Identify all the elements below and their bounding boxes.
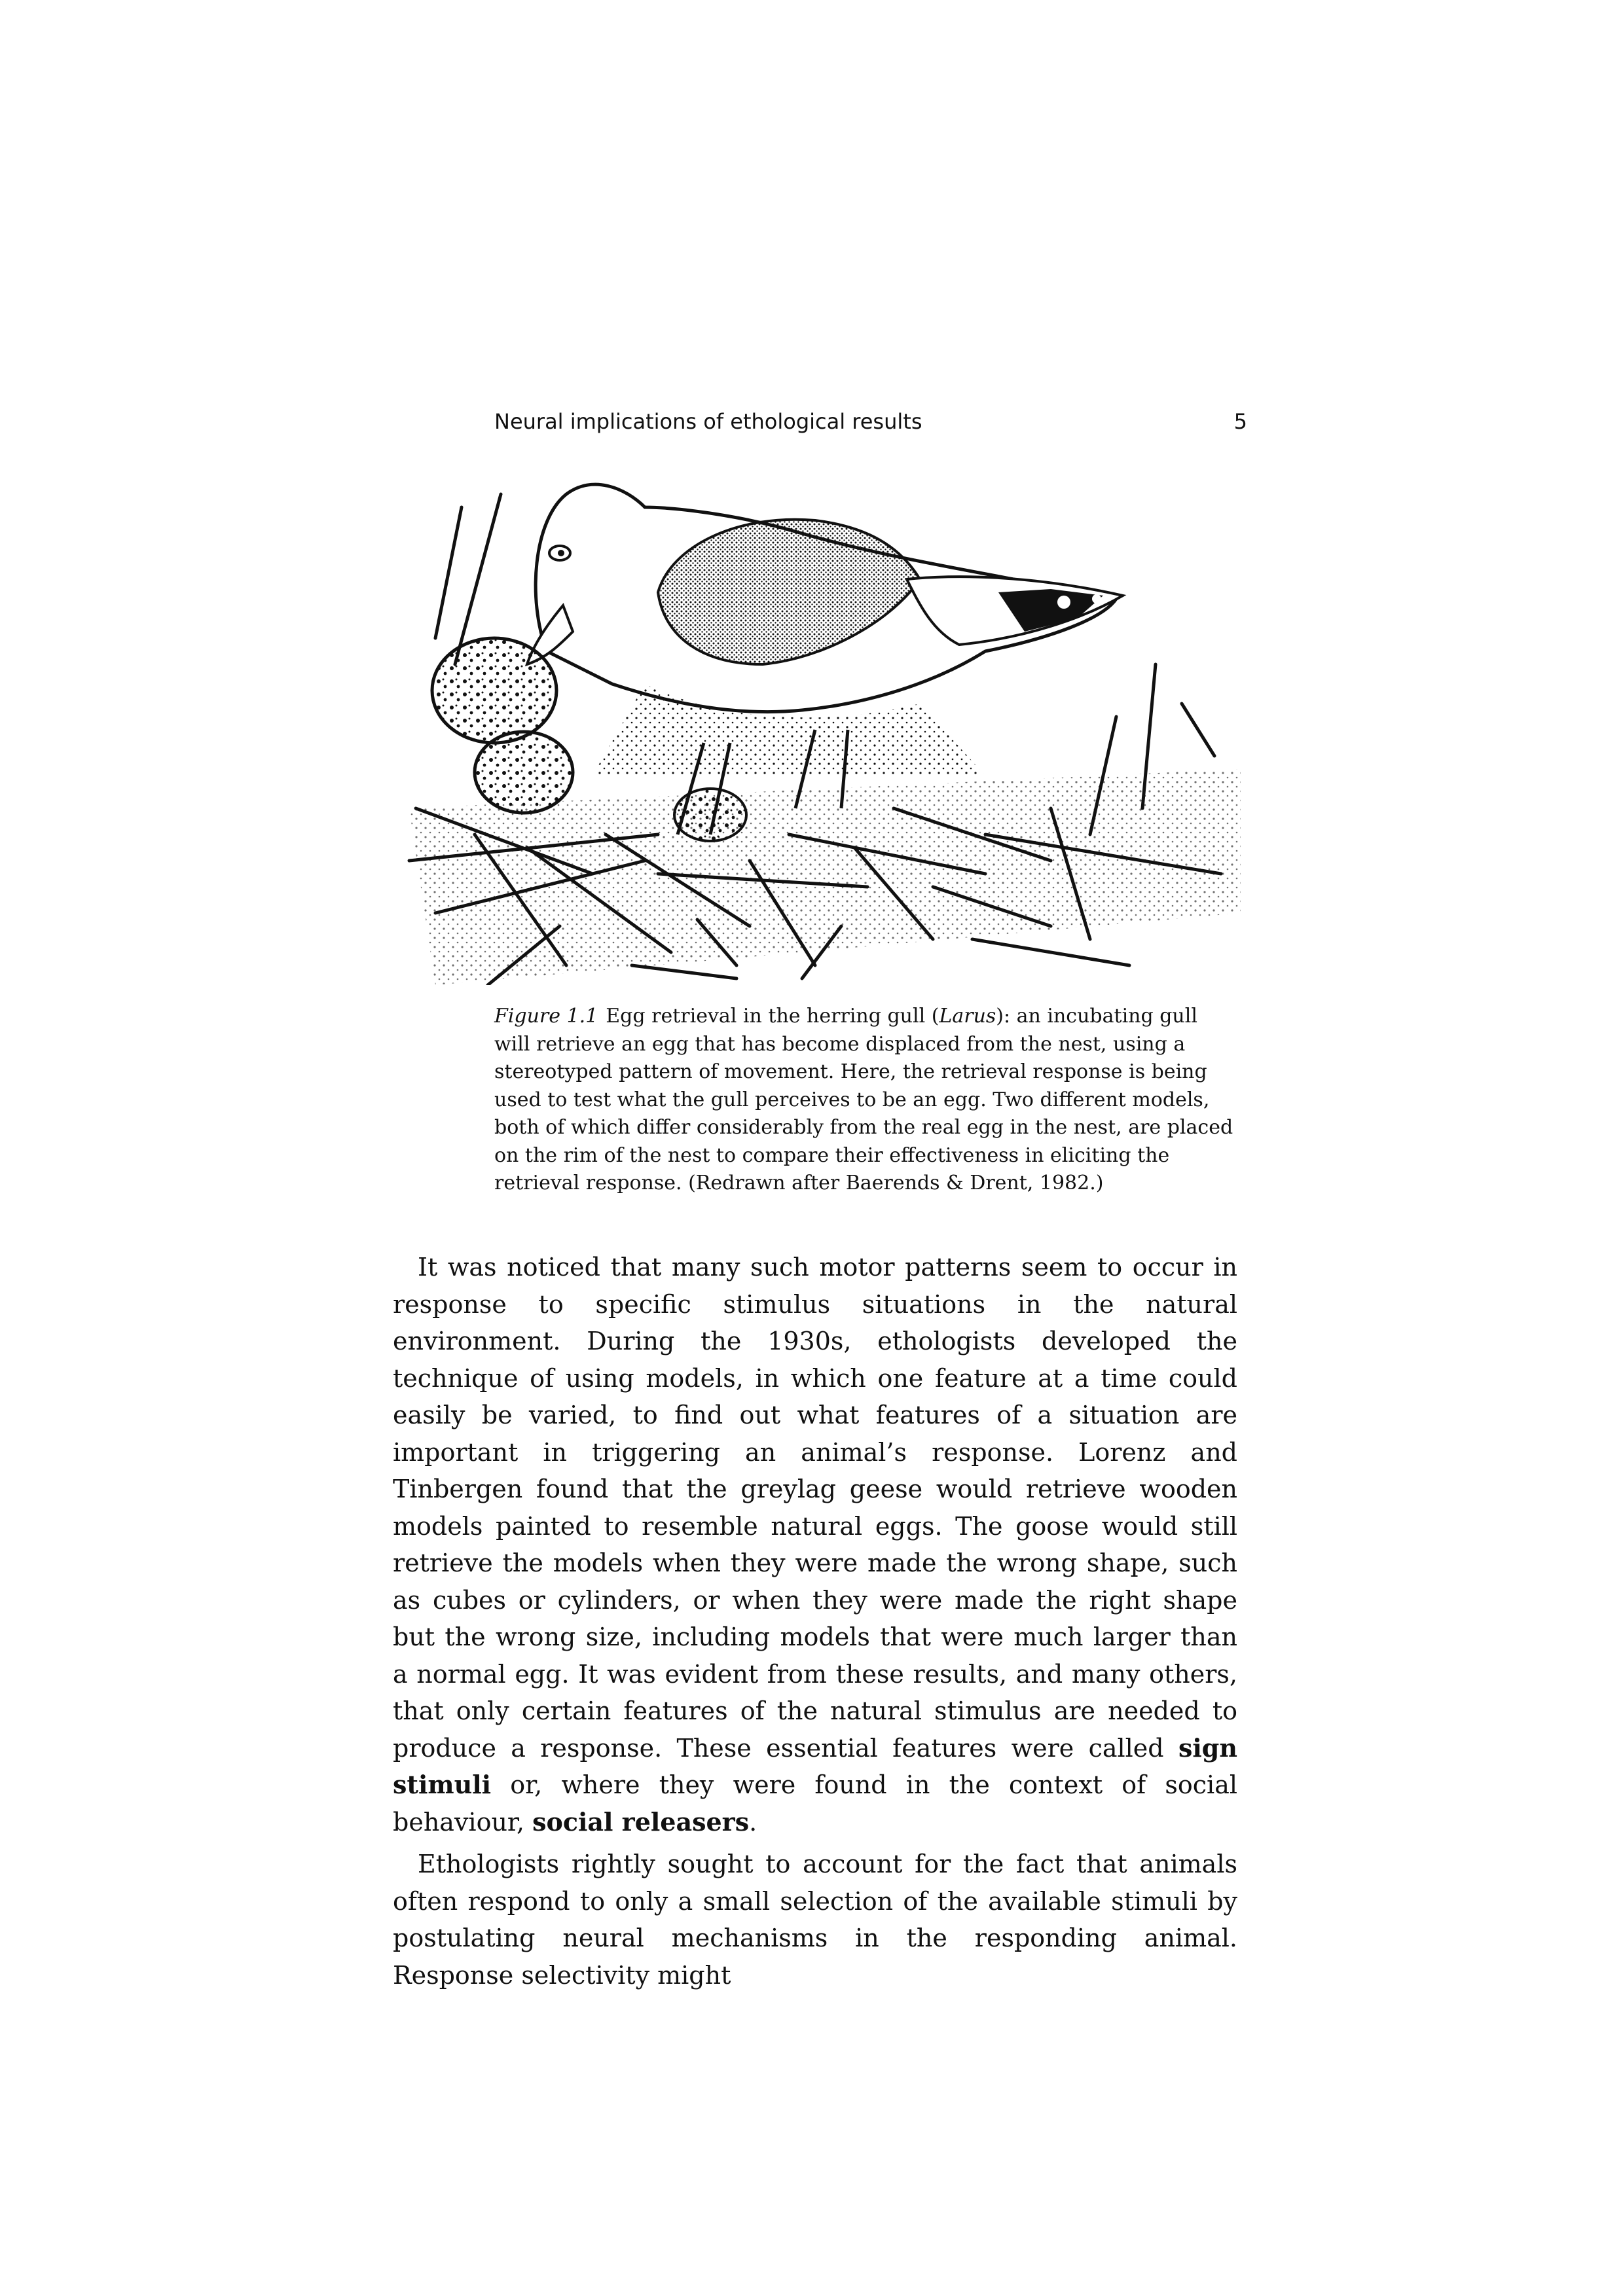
- figure-label: Figure 1.1: [494, 1005, 598, 1028]
- running-head: [494, 409, 1247, 442]
- page-number: 5: [1233, 409, 1247, 434]
- caption-text-2: ): an incubating gull will retrieve an egg that has become displaced from the nest, using a stereotyped pattern of movement. Here, the retrieval response is being used to test what the gull perceives to be an egg. Two different models, both of which differ considerably from the real egg in the nest, are placed on the rim of the nest to compare their effectiveness in eliciting the retrieval response. (Redrawn after Baerends & Drent, 1982.): [494, 1005, 1233, 1194]
- caption-genus: Larus: [939, 1005, 996, 1028]
- term-sign-stimuli: sign stimuli: [393, 1732, 1237, 1799]
- figure-gull-illustration: [396, 468, 1241, 985]
- egg-real: [432, 638, 556, 743]
- term-social-releasers: social releasers: [532, 1806, 750, 1837]
- paragraph-1: It was noticed that many such motor patterns seem to occur in response to specific stimulus situations in the natural environment. During the 1930s, ethologists developed the technique of using models, in which one feature at a time could easily be varied, to find out what features of a situation are important in triggering an animal’s response. Lorenz and Tinbergen found that the greylag geese would retrieve wooden models painted to resemble natural eggs. The goose would still retrieve the models when they were made the wrong shape, such as cubes or cylinders, or when they were made the right shape but the wrong size, including models that were much larger than a normal egg. It was evident from these results, and many others, that only certain features of the natural stimulus are needed to produce a response. These essential features were called sign stimuli or, where they were found in the context of social behaviour, social releasers.: [393, 1253, 1237, 1837]
- running-head-title: Neural implications of ethological results: [494, 409, 922, 434]
- figure-caption: [494, 1003, 1234, 1198]
- paragraph-2: Ethologists rightly sought to account for the fact that animals often respond to only a small selection of the available stimuli by postulating neural mechanisms in the responding animal. Response selectivity might: [393, 1850, 1237, 1990]
- caption-text-1: Egg retrieval in the herring gull (: [606, 1005, 939, 1028]
- body-text: [393, 1249, 1237, 1999]
- egg-model-1: [475, 732, 573, 813]
- egg-model-2: [674, 789, 746, 841]
